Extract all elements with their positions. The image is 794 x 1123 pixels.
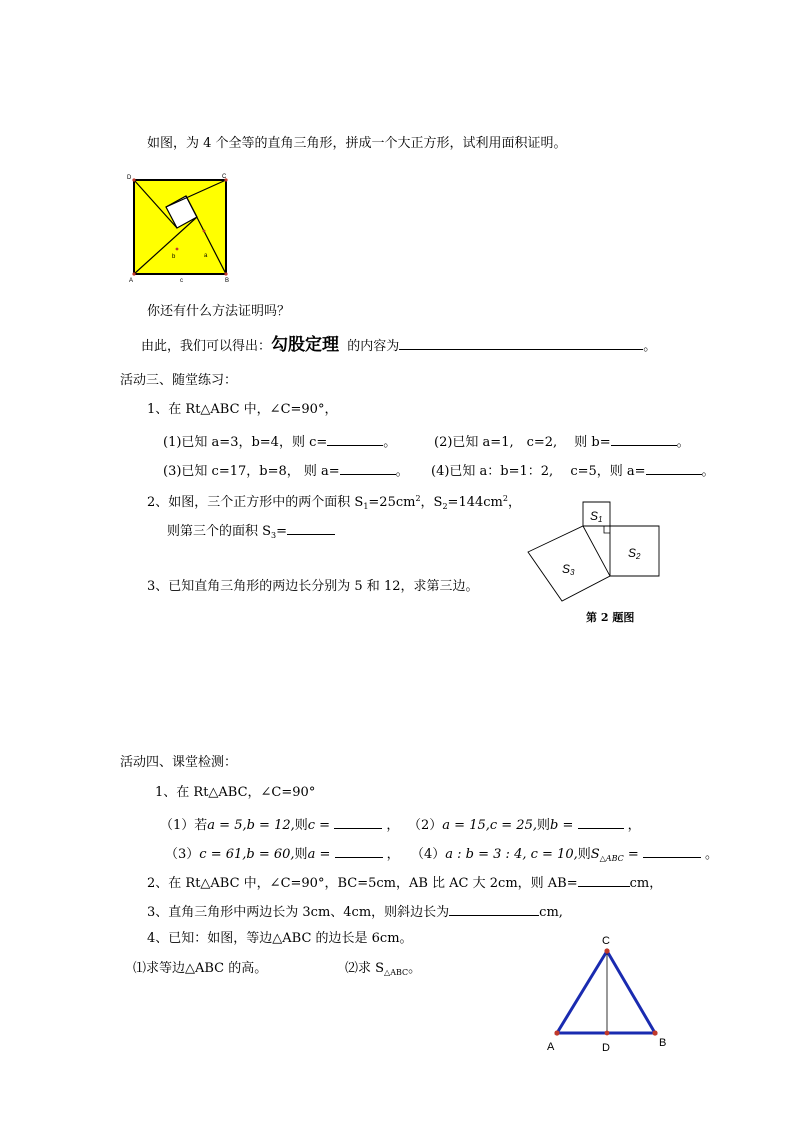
a3-q1-4: (4)已知 a：b=1：2, c=5，则 a= 。 — [431, 461, 715, 480]
fig3-label-D: D — [602, 1042, 610, 1054]
a3-q2-line2: 则第三个的面积 $S_3=$ — [167, 521, 335, 544]
a3-q1-1-blank[interactable] — [327, 432, 383, 446]
fig1-label-D: D — [127, 175, 132, 181]
a3-q1-2: (2)已知 a=1, c=2, 则 b= 。 — [434, 432, 690, 451]
activity3-title: 活动三、随堂练习： — [120, 373, 238, 388]
conclusion-end: 。 — [643, 339, 657, 354]
a4-q4-1: ⑴求等边△ABC 的高。 — [133, 961, 268, 976]
conclusion-pre: 由此，我们可以得出： — [141, 339, 272, 354]
a3-q2-line1: 2、如图，三个正方形中的两个面积 $S_1=25cm^2$，$S_2=144cm^2$， — [147, 494, 521, 511]
fig1-label-B: B — [225, 278, 230, 284]
intro-instruction: 如图，为 4 个全等的直角三角形，拼成一个大正方形，试利用面积证明。 — [147, 136, 567, 151]
a4-q3-blank[interactable] — [449, 902, 539, 916]
fig3-label-A: A — [547, 1041, 555, 1053]
a3-q1-1: (1)已知 a=3，b=4，则 c= 。 — [163, 432, 396, 451]
fig2-label-s2: S2 — [628, 546, 641, 561]
fig3-label-C: C — [602, 935, 610, 947]
a4-q1-1-blank[interactable] — [334, 815, 382, 829]
fig2-caption: 第 2 题图 — [586, 611, 635, 624]
a4-q1-stem: 1、在 Rt△ABC，∠C=90° — [155, 785, 316, 800]
a4-q1-1: （1）若a = 5,b = 12,则c = ， — [160, 815, 399, 834]
fig3-label-B: B — [659, 1037, 667, 1049]
a4-q2-blank[interactable] — [578, 873, 630, 887]
fig1-label-a: a — [204, 253, 208, 259]
question-other-method: 你还有什么方法证明吗？ — [147, 304, 291, 319]
a4-q2: 2、在 Rt△ABC 中，∠C=90°，BC=5cm，AB 比 AC 大 2cm，则 AB= cm， — [147, 873, 662, 892]
a4-q1-4-blank[interactable] — [643, 844, 701, 858]
fig1-label-c: c — [180, 278, 183, 284]
figure-equilateral-triangle — [542, 930, 682, 1060]
a3-q1-2-blank[interactable] — [611, 432, 677, 446]
a3-q1-3: (3)已知 c=17，b=8， 则 a= 。 — [163, 461, 409, 480]
conclusion-line — [141, 335, 656, 357]
figure-pythagorean-square — [124, 170, 244, 290]
a3-q1-stem: 1、在 Rt△ABC 中，∠C=90°， — [147, 402, 338, 417]
fig2-label-s3: S3 — [562, 562, 575, 577]
fig1-label-C: C — [222, 174, 227, 180]
a4-q1-2: （2）a = 15,c = 25,则b = ， — [408, 815, 641, 834]
a3-q3: 3、已知直角三角形的两边长分别为 5 和 12，求第三边。 — [147, 579, 479, 594]
figure-three-squares — [523, 497, 673, 612]
conclusion-blank[interactable] — [399, 335, 643, 350]
a4-q1-3-blank[interactable] — [335, 844, 383, 858]
a4-q1-2-blank[interactable] — [578, 815, 624, 829]
activity4-title: 活动四、课堂检测： — [120, 755, 238, 770]
conclusion-post: 的内容为 — [347, 339, 400, 354]
fig1-label-A: A — [129, 278, 134, 284]
a4-q3: 3、直角三角形中两边长为 3cm、4cm，则斜边长为 cm, — [147, 902, 563, 921]
theorem-name: 勾股定理 — [271, 335, 340, 355]
a4-q1-4: （4）a : b = 3 : 4, c = 10,则$S_{\triangle ABC}$ = 。 — [411, 844, 718, 867]
a4-q4-2: ⑵求 $S_{\triangle ABC}$。 — [345, 961, 422, 977]
a4-q4: 4、已知：如图，等边△ABC 的边长是 6cm。 — [147, 931, 413, 946]
fig2-label-s1: S1 — [590, 509, 603, 524]
a3-q1-3-blank[interactable] — [340, 461, 396, 475]
a4-q1-3: （3）c = 61,b = 60,则a = ， — [165, 844, 400, 863]
fig1-label-b: b — [172, 254, 176, 260]
a3-q2-blank[interactable] — [287, 521, 335, 535]
a3-q1-4-blank[interactable] — [646, 461, 702, 475]
